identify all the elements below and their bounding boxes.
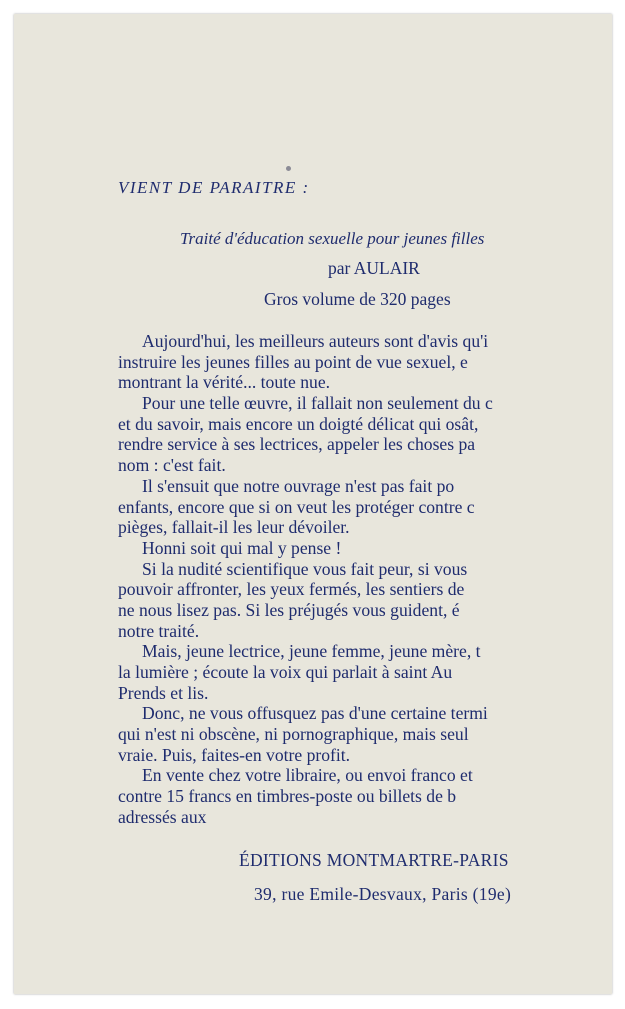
body-line: Aujourd'hui, les meilleurs auteurs sont d'avis qu'i: [142, 331, 489, 351]
publisher-address: 39, rue Emile-Desvaux, Paris (19e): [254, 884, 512, 904]
body-line: pièges, fallait-il les leur dévoiler.: [118, 517, 350, 538]
publisher-name: ÉDITIONS MONTMARTRE-PARIS: [239, 850, 509, 870]
body-line: contre 15 francs en timbres-poste ou billets de b: [118, 786, 457, 807]
body-line: rendre service à ses lectrices, appeler les choses pa: [118, 434, 476, 455]
body-line: Si la nudité scientifique vous fait peur, si vous: [142, 558, 468, 579]
body-line: et du savoir, mais encore un doigté délicat qui osât,: [118, 413, 479, 434]
body-line: qui n'est ni obscène, ni pornographique, mais seul: [118, 724, 469, 745]
body-line: Prends et lis.: [118, 682, 209, 703]
book-author: par AULAIR: [328, 258, 420, 278]
printed-text: [14, 14, 612, 994]
book-title: Traité d'éducation sexuelle pour jeunes filles: [180, 229, 485, 248]
body-line: ne nous lisez pas. Si les préjugés vous guident, é: [118, 599, 460, 620]
body-line: instruire les jeunes filles au point de vue sexuel, e: [118, 351, 468, 372]
body-line: adressés aux: [118, 806, 207, 827]
body-line: montrant la vérité... toute nue.: [118, 372, 331, 393]
body-line: Donc, ne vous offusquez pas d'une certaine termi: [142, 703, 488, 724]
body-line: vraie. Puis, faites-en votre profit.: [118, 744, 351, 765]
announcement-heading: VIENT DE PARAITRE :: [118, 178, 310, 197]
book-volume-info: Gros volume de 320 pages: [264, 289, 451, 309]
body-line: enfants, encore que si on veut les protéger contre c: [118, 496, 475, 517]
body-line: notre traité.: [118, 620, 200, 641]
body-line: la lumière ; écoute la voix qui parlait à saint Au: [118, 662, 453, 682]
body-line: pouvoir affronter, les yeux fermés, les sentiers de: [118, 579, 465, 600]
body-line: En vente chez votre libraire, ou envoi franco et: [142, 765, 473, 786]
body-line: Il s'ensuit que notre ouvrage n'est pas fait po: [142, 475, 455, 496]
body-line: Pour une telle œuvre, il fallait non seulement du c: [142, 393, 493, 414]
body-line: Mais, jeune lectrice, jeune femme, jeune mère, t: [142, 641, 481, 662]
body-paragraphs: [118, 331, 612, 828]
paper-sheet: [14, 14, 612, 994]
body-line: nom : c'est fait.: [118, 455, 226, 476]
body-line: Honni soit qui mal y pense !: [142, 537, 342, 558]
